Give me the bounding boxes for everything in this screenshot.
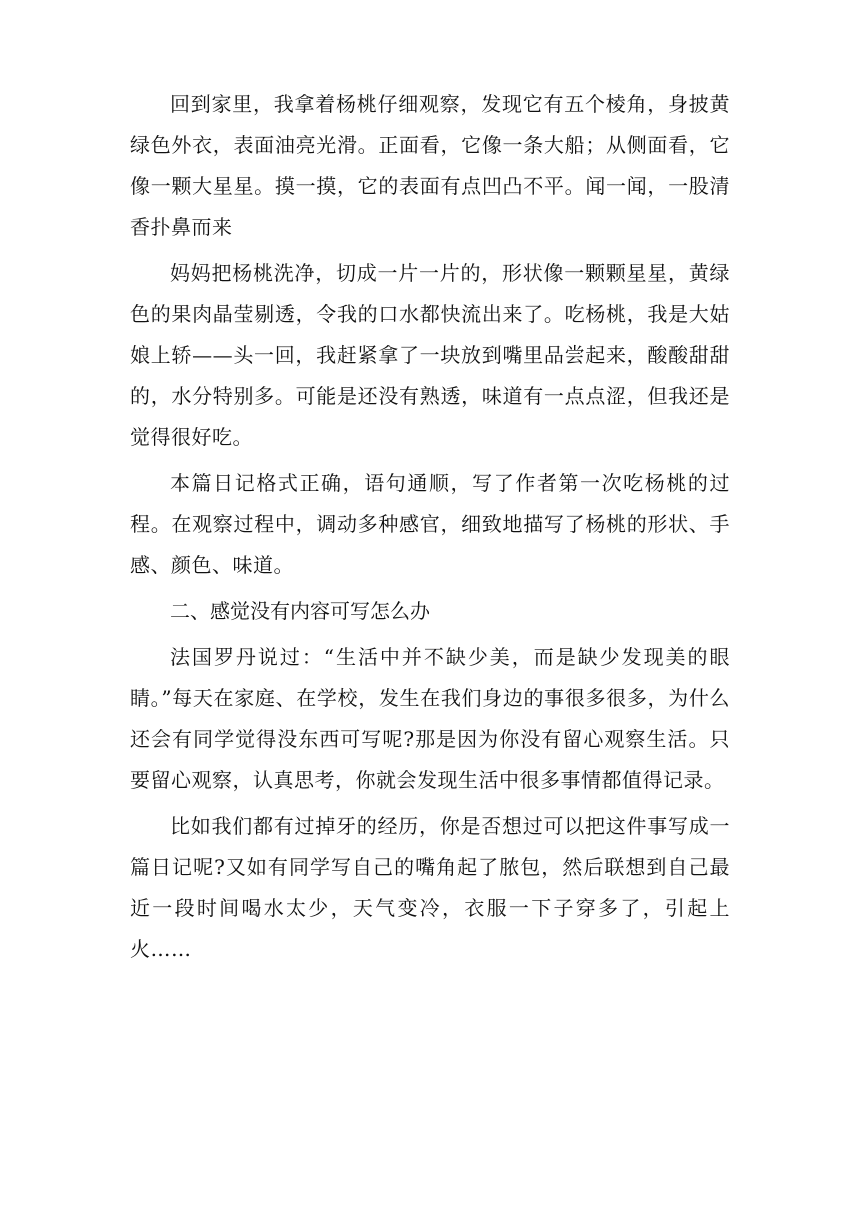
paragraph-rodin-quote: 法国罗丹说过：“生活中并不缺少美，而是缺少发现美的眼睛。”每天在家庭、在学校，发生在我们身边的事很多很多，为什么还会有同学觉得没东西可写呢?那是因为你没有留心观察生活。只要留心观察，认真思考，你就会发现生活中很多事情都值得记录。 — [130, 645, 730, 792]
paragraph-examples: 比如我们都有过掉牙的经历，你是否想过可以把这件事写成一篇日记呢?又如有同学写自己的嘴角起了脓包，然后联想到自己最近一段时间喝水太少，天气变冷，衣服一下子穿多了，引起上火…… — [130, 814, 730, 961]
section-heading: 二、感觉没有内容可写怎么办 — [170, 599, 430, 623]
paragraph-commentary: 本篇日记格式正确，语句通顺，写了作者第一次吃杨桃的过程。在观察过程中，调动多种感官，细致地描写了杨桃的形状、手感、颜色、味道。 — [130, 471, 730, 577]
document-body — [130, 84, 730, 975]
paragraph-observing-starfruit: 回到家里，我拿着杨桃仔细观察，发现它有五个棱角，身披黄绿色外衣，表面油亮光滑。正面看，它像一条大船；从侧面看，它像一颗大星星。摸一摸，它的表面有点凹凸不平。闻一闻，一股清香扑鼻而来 — [130, 92, 730, 239]
paragraph-eating-starfruit: 妈妈把杨桃洗净，切成一片一片的，形状像一颗颗星星，黄绿色的果肉晶莹剔透，令我的口水都快流出来了。吃杨桃，我是大姑娘上轿——头一回，我赶紧拿了一块放到嘴里品尝起来，酸酸甜甜的，水分特别多。可能是还没有熟透，味道有一点点涩，但我还是觉得很好吃。 — [130, 261, 730, 449]
